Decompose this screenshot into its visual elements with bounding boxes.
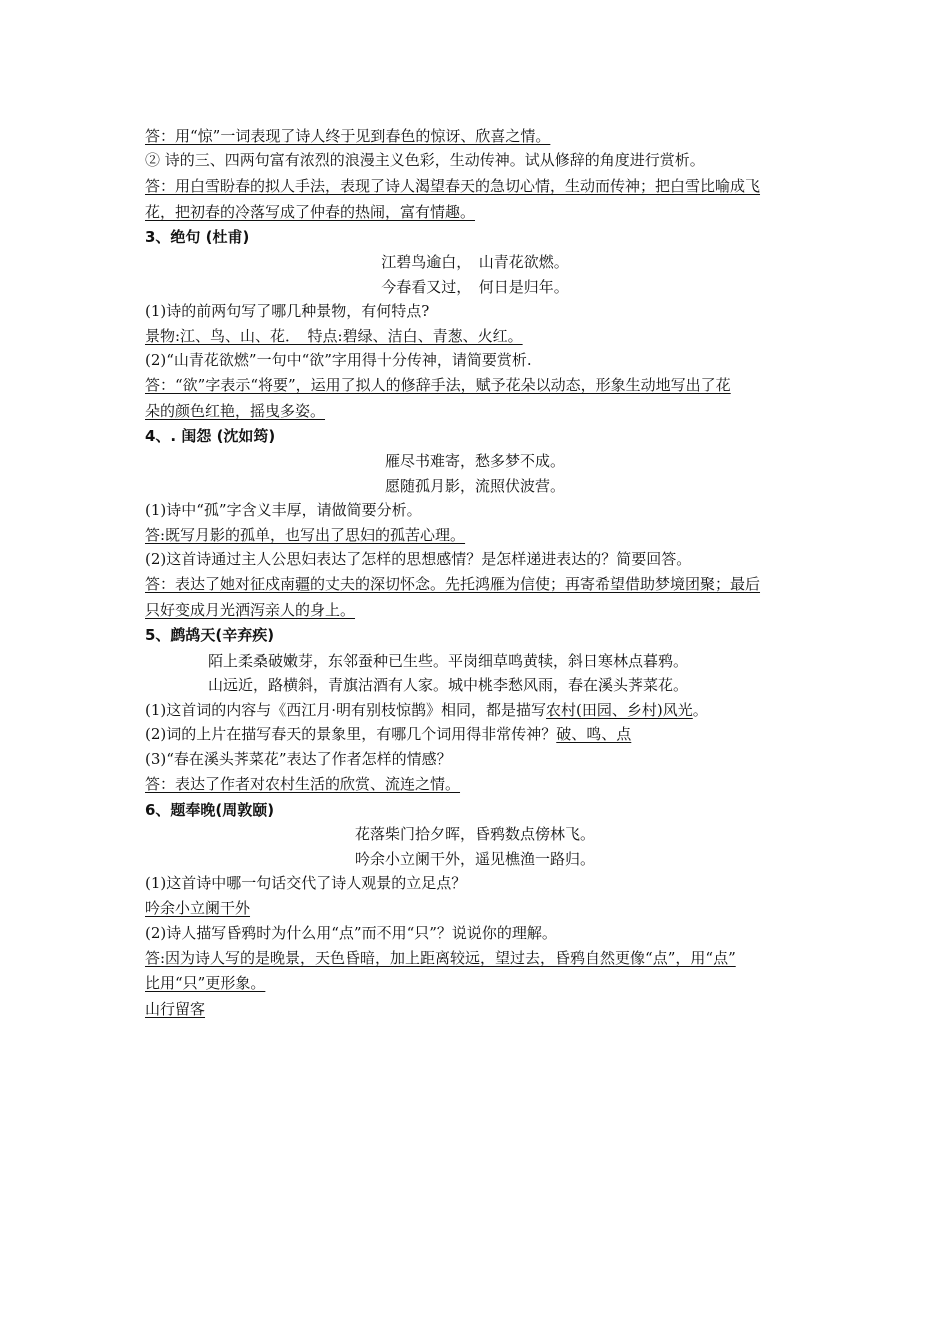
answer-text: 只好变成月光洒泻亲人的身上。 xyxy=(145,601,356,619)
question-stem: (1)这首词的内容与《西江月·明有别枝惊鹊》相同，都是描写 xyxy=(145,701,547,719)
question-text: (1)这首诗中哪一句话交代了诗人观景的立足点？ xyxy=(145,874,467,892)
section-heading: 5、鹧鸪天(辛弃疾) xyxy=(145,626,275,644)
question-text: (3)“春在溪头荠菜花”表达了作者怎样的情感？ xyxy=(145,750,452,768)
question-stem: (2)词的上片在描写春天的景象里，有哪几个词用得非常传神？ xyxy=(145,725,557,743)
answer-text: 答:因为诗人写的是晚景，天色昏暗，加上距离较远，望过去，昏鸦自然更像“点”，用“点” xyxy=(145,949,736,967)
question-text: ② 诗的三、四两句富有浓烈的浪漫主义色彩，生动传神。试从修辞的角度进行赏析。 xyxy=(145,151,705,169)
inline-answer: 破、鸣、点 xyxy=(556,725,632,743)
poem-line: 今春看又过， 何日是归年。 xyxy=(381,278,569,296)
answer-text: 答：表达了她对征戍南疆的丈夫的深切怀念。先托鸿雁为信使；再寄希望借助梦境团聚；最后 xyxy=(145,575,761,593)
question-end: 。 xyxy=(692,701,708,719)
poem-line: 陌上柔桑破嫩芽，东邻蚕种已生些。平岗细草鸣黄犊，斜日寒林点暮鸦。 xyxy=(208,652,689,670)
question-text: (2)“山青花欲燃”一句中“欲”字用得十分传神，请简要赏析. xyxy=(145,351,532,369)
poem-line: 花落柴门拾夕晖，昏鸦数点傍林飞。 xyxy=(354,825,595,843)
answer-text: 答：“欲”字表示“将要”，运用了拟人的修辞手法，赋予花朵以动态，形象生动地写出了花 xyxy=(145,376,731,394)
answer-text: 景物:江、鸟、山、花． 特点:碧绿、洁白、青葱、火红。 xyxy=(145,327,523,345)
answer-text: 吟余小立阑干外 xyxy=(145,899,251,917)
question-text: (2)诗人描写昏鸦时为什么用“点”而不用“只”？说说你的理解。 xyxy=(145,924,557,942)
question-text xyxy=(145,699,708,721)
answer-text: 答:既写月影的孤单，也写出了思妇的孤苦心理。 xyxy=(145,526,466,544)
answer-text: 比用“只”更形象。 xyxy=(145,974,266,992)
section-heading: 6、题奉晚(周敦颐) xyxy=(145,801,275,819)
section-title: 山行留客 xyxy=(145,1000,206,1018)
answer-text: 答：表达了作者对农村生活的欣赏、流连之情。 xyxy=(145,775,461,793)
answer-text: 答：用“惊”一词表现了诗人终于见到春色的惊讶、欣喜之情。 xyxy=(145,127,551,145)
answer-text: 朵的颜色红艳，摇曳多姿。 xyxy=(145,402,326,420)
poem-line: 江碧鸟逾白， 山青花欲燃。 xyxy=(381,253,569,271)
poem-line: 山远近，路横斜，青旗沽酒有人家。城中桃李愁风雨，春在溪头荠菜花。 xyxy=(208,676,689,694)
question-text: (1)诗的前两句写了哪几种景物，有何特点? xyxy=(145,302,430,320)
section-heading: 4、. 闺怨 (沈如筠) xyxy=(145,427,276,445)
question-text xyxy=(145,723,631,745)
question-text: (2)这首诗通过主人公思妇表达了怎样的思想感情？是怎样递进表达的？简要回答。 xyxy=(145,550,692,568)
question-text: (1)诗中“孤”字含义丰厚，请做简要分析。 xyxy=(145,501,422,519)
poem-line: 雁尽书难寄，愁多梦不成。 xyxy=(384,452,565,470)
poem-line: 愿随孤月影，流照伏波营。 xyxy=(384,477,565,495)
section-heading: 3、绝句 (杜甫) xyxy=(145,228,250,246)
inline-answer: 农村(田园、乡村)风光 xyxy=(546,701,693,719)
poem-line: 吟余小立阑干外，遥见樵渔一路归。 xyxy=(354,850,595,868)
answer-text: 答：用白雪盼春的拟人手法，表现了诗人渴望春天的急切心情，生动而传神；把白雪比喻成飞 xyxy=(145,177,761,195)
answer-text: 花，把初春的冷落写成了仲春的热闹，富有情趣。 xyxy=(145,203,476,221)
